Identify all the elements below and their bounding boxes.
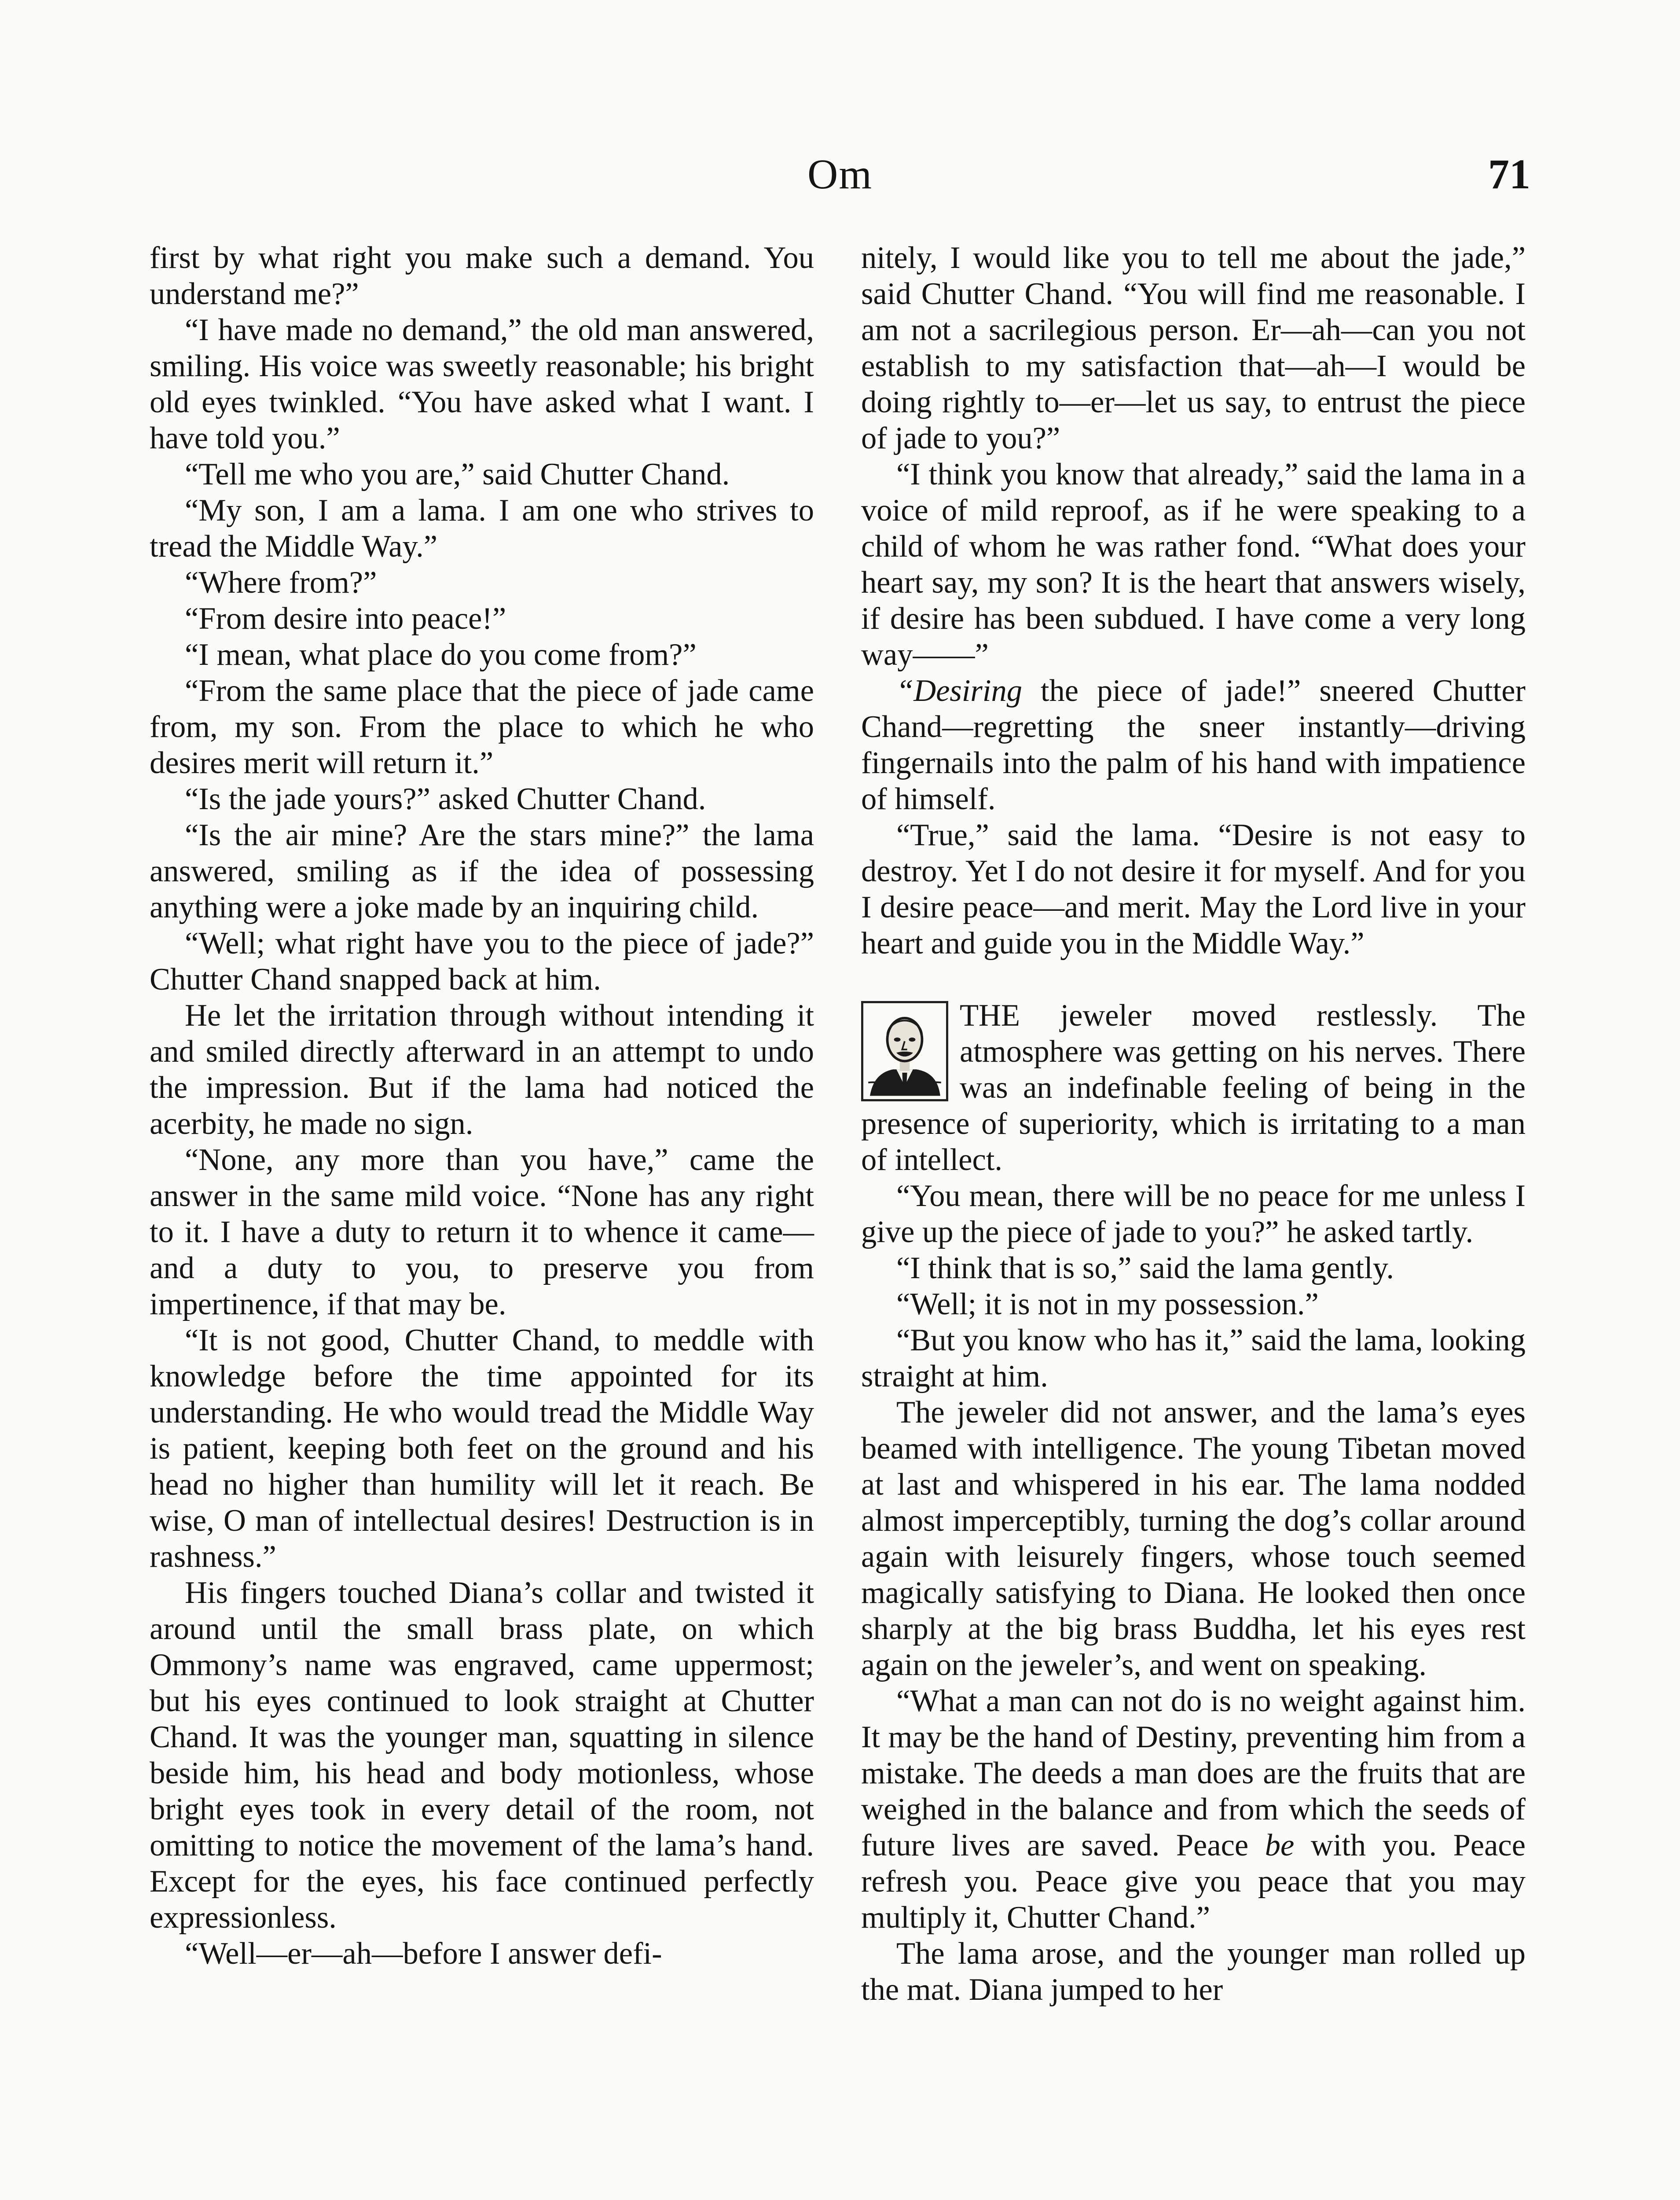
paragraph: The lama arose, and the younger man rolled up the mat. Diana jumped to her: [861, 1936, 1526, 2007]
paragraph: “I have made no demand,” the old man answered, smiling. His voice was sweetly reasonable; his bright old eyes twinkled. “You have asked what I want. I have told you.”: [150, 313, 814, 455]
paragraph: “From the same place that the piece of jade came from, my son. From the place to which he who desires merit will return it.”: [150, 674, 814, 780]
paragraph: “I think you know that already,” said the lama in a voice of mild reproof, as if he were speaking to a child of whom he was rather fond. “What does your heart say, my son? It is the heart that answers wisely, if desire has been subdued. I have come a very long way——”: [861, 457, 1526, 672]
paragraph: “From desire into peace!”: [185, 601, 506, 636]
paragraph-text: the piece of jade!” sneered Chutter Chand—regretting the sneer instantly—driving fingernails into the palm of his hand with impatience of himself.: [861, 674, 1526, 816]
paragraph: “It is not good, Chutter Chand, to meddle with knowledge before the time appointed for its understanding. He who would tread the Middle Way is patient, keeping both feet on the ground and his head no higher than humility will let it reach. Be wise, O man of intellectual desires! Destruction is in rashness.”: [150, 1323, 814, 1574]
paragraph: “You mean, there will be no peace for me unless I give up the piece of jade to you?” he asked tartly.: [861, 1179, 1526, 1249]
page-header: [0, 150, 1680, 211]
paragraph: The jeweler did not answer, and the lama’s eyes beamed with intelligence. The young Tibetan moved at last and whispered in his ear. The lama nodded almost imperceptibly, turning the dog’s collar around again with leisurely fingers, whose touch seemed magically satisfying to Diana. He looked then once sharply at the big brass Buddha, let his eyes rest again on the jeweler’s, and went on speaking.: [861, 1395, 1526, 1682]
left-column: [150, 240, 814, 1972]
running-title: Om: [807, 150, 873, 198]
paragraph: His fingers touched Diana’s collar and twisted it around until the small brass plate, on which Ommony’s name was engraved, came uppermost; but his eyes continued to look straight at Chutter Chand. It was the younger man, squatting in silence beside him, his head and body motionless, whose bright eyes took in every detail of the room, not omitting to notice the movement of the lama’s hand. Except for the eyes, his face continued perfectly expressionless.: [150, 1576, 814, 1935]
paragraph: [861, 1683, 1526, 1936]
paragraph: “Well; it is not in my possession.”: [896, 1287, 1319, 1321]
paragraph: [861, 673, 1526, 817]
paragraph: He let the irritation through without intending it and smiled directly afterward in an attempt to undo the impression. But if the lama had noticed the acerbity, he made no sign.: [150, 998, 814, 1141]
paragraph: “I mean, what place do you come from?”: [185, 638, 697, 672]
portrait-drop-cap-icon: [861, 1001, 948, 1101]
paragraph: “Well—er—ah—before I answer defi-: [185, 1936, 662, 1971]
paragraph: “Tell me who you are,” said Chutter Chand.: [185, 457, 730, 491]
italic-word: “Desiring: [896, 674, 1022, 708]
paragraph: “None, any more than you have,” came the answer in the same mild voice. “None has any right to it. I have a duty to return it to whence it came—and a duty to you, to preserve you from impertinence, if that may be.: [150, 1143, 814, 1321]
paragraph: “Where from?”: [185, 565, 377, 600]
paragraph: “But you know who has it,” said the lama, looking straight at him.: [861, 1323, 1526, 1393]
paragraph-text: “What a man can not do is no weight against him. It may be the hand of Destiny, preventing him from a mistake. The deeds a man does are the fruits that are weighed in the balance and from which the seeds of future lives are saved. Peace: [861, 1684, 1526, 1863]
paragraph: “Is the jade yours?” asked Chutter Chand.: [185, 782, 706, 816]
paragraph: first by what right you make such a demand. You understand me?”: [150, 241, 814, 311]
paragraph: “Is the air mine? Are the stars mine?” the lama answered, smiling as if the idea of possessing anything were a joke made by an inquiring child.: [150, 818, 814, 924]
paragraph: “I think that is so,” said the lama gently.: [896, 1251, 1394, 1285]
page-number: 71: [1488, 150, 1530, 198]
italic-word: be: [1265, 1828, 1295, 1863]
right-column: [861, 240, 1526, 2008]
paragraph-text: with you. Peace refresh you. Peace give you peace that you may multiply it, Chutter Chand.”: [861, 1828, 1526, 1935]
paragraph: nitely, I would like you to tell me about the jade,” said Chutter Chand. “You will find me reasonable. I am not a sacrilegious person. Er—ah—can you not establish to my satisfaction that—ah—I would be doing rightly to—er—let us say, to entrust the piece of jade to you?”: [861, 241, 1526, 455]
paragraph: “Well; what right have you to the piece of jade?” Chutter Chand snapped back at him.: [150, 926, 814, 997]
section-break: [861, 997, 1526, 1178]
paragraph: “My son, I am a lama. I am one who strives to tread the Middle Way.”: [150, 493, 814, 564]
paragraph: “True,” said the lama. “Desire is not easy to destroy. Yet I do not desire it for myself. And for you I desire peace—and merit. May the Lord live in your heart and guide you in the Middle Way.”: [861, 818, 1526, 961]
drop-cap-paragraph: THE jeweler moved restlessly. The atmosphere was getting on his nerves. There was an indefinable feeling of being in the presence of superiority, which is irritating to a man of intellect.: [861, 998, 1526, 1177]
